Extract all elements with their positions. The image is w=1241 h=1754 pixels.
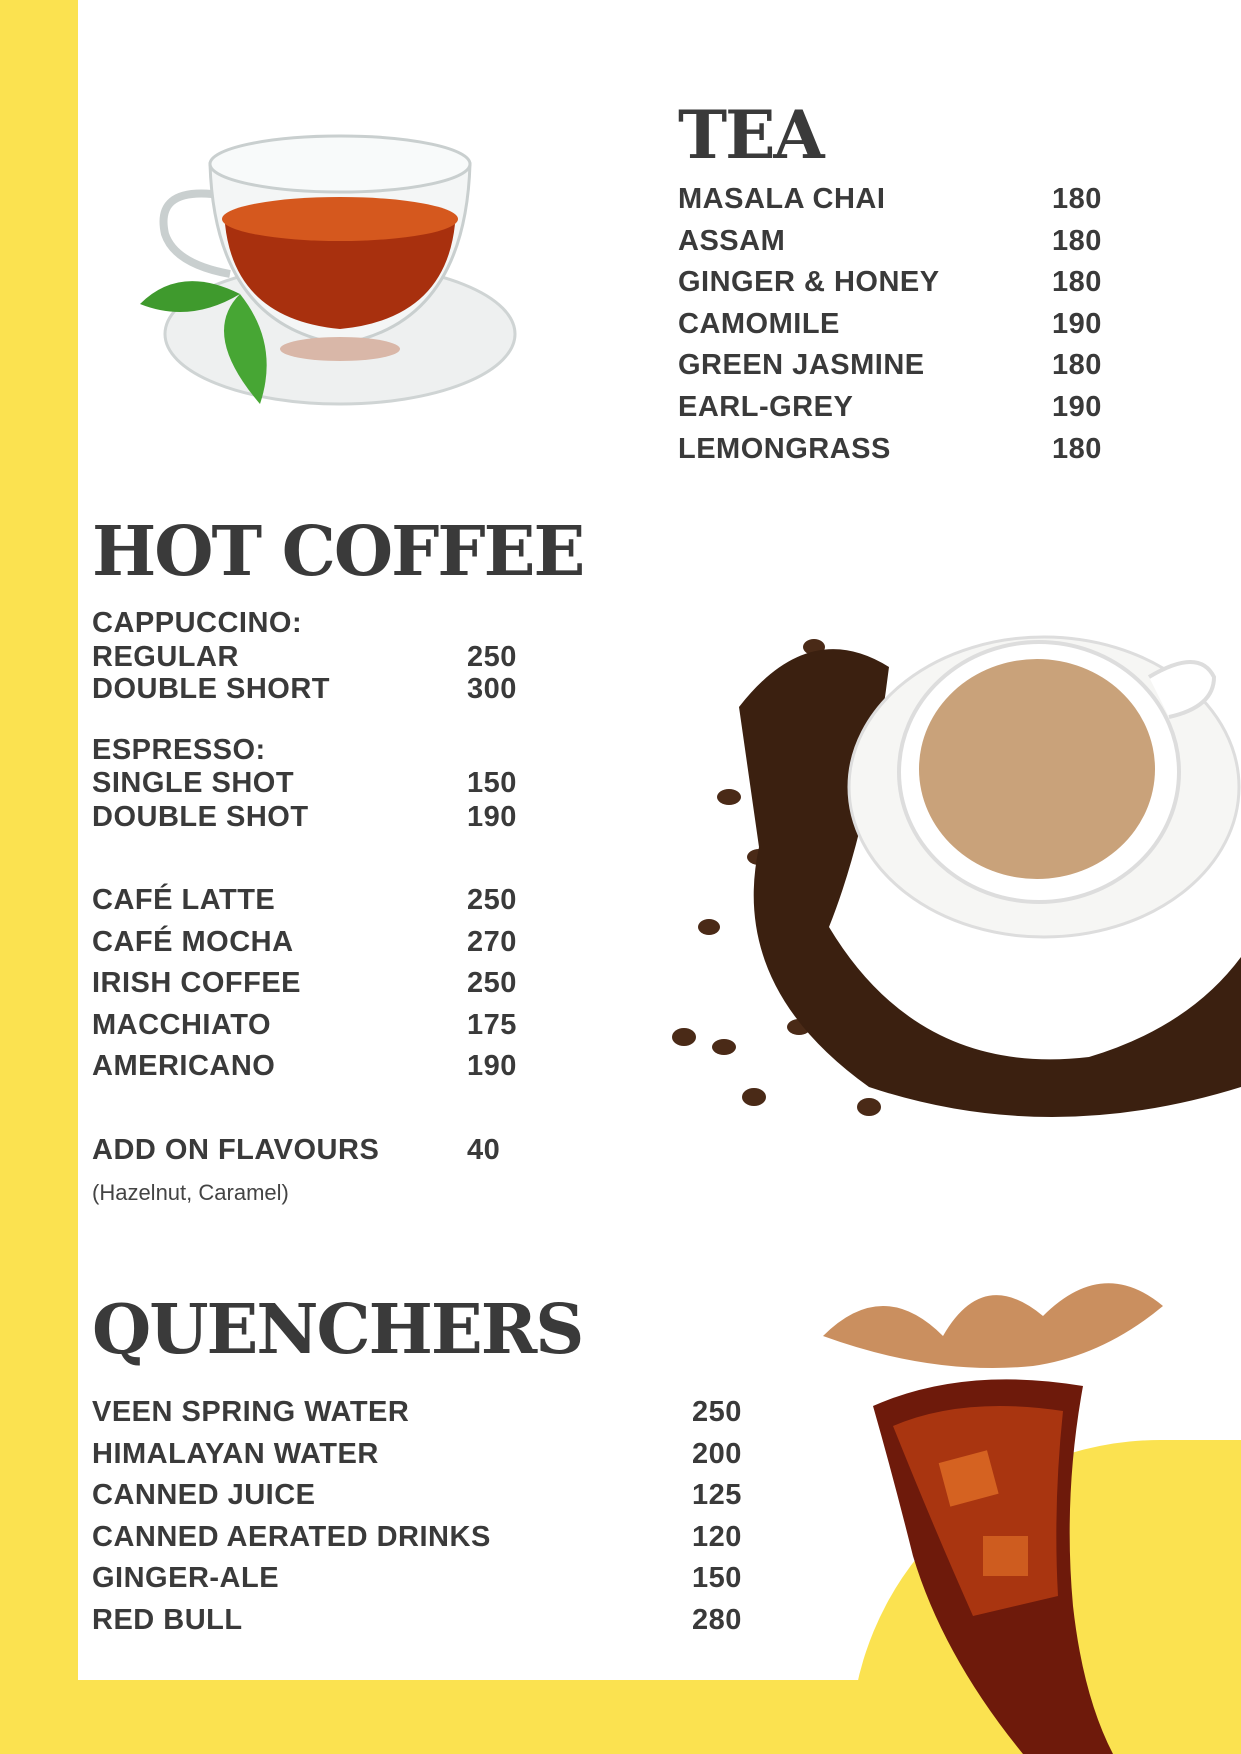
quenchers-title: QUENCHERS: [92, 1290, 583, 1370]
menu-item-price: 180: [1052, 432, 1102, 465]
menu-item-name: CANNED AERATED DRINKS: [92, 1520, 491, 1553]
menu-item-name: SINGLE SHOT: [92, 767, 295, 799]
menu-item-price: 175: [467, 1008, 517, 1041]
menu-item-name: CAFÉ LATTE: [92, 884, 276, 916]
menu-item-price: 250: [692, 1396, 742, 1428]
menu-item-price: 120: [692, 1520, 742, 1553]
menu-item-name: VEEN SPRING WATER: [92, 1396, 410, 1428]
menu-item-name: AMERICANO: [92, 1050, 276, 1083]
menu-item-name: REGULAR: [92, 641, 239, 673]
menu-item-name: GREEN JASMINE: [678, 349, 925, 382]
menu-item-name: GINGER & HONEY: [678, 266, 940, 299]
menu-item-price: 250: [467, 967, 517, 1000]
menu-item-price: 180: [1052, 349, 1102, 382]
menu-item-price: 190: [1052, 391, 1102, 423]
tea-title: TEA: [678, 96, 823, 174]
menu-item-price: 180: [1052, 266, 1102, 299]
menu-item-price: 180: [1052, 183, 1102, 215]
add-on-note: (Hazelnut, Caramel): [92, 1180, 289, 1205]
menu-item-price: 125: [692, 1479, 742, 1512]
menu-item-price: 250: [467, 641, 517, 673]
menu-item-name: ASSAM: [678, 224, 786, 257]
menu-item-price: 150: [467, 767, 517, 799]
menu-item-name: CAMOMILE: [678, 307, 840, 340]
menu-item-price: 270: [467, 925, 517, 958]
cola-glass-image: [783, 1276, 1223, 1754]
menu-item-price: 190: [467, 801, 517, 833]
cappuccino-label: CAPPUCCINO:: [92, 607, 303, 639]
menu-item-name: GINGER-ALE: [92, 1562, 280, 1595]
menu-item-price: 190: [467, 1050, 517, 1083]
menu-item-name: IRISH COFFEE: [92, 967, 302, 1000]
menu-item-name: LEMONGRASS: [678, 432, 891, 465]
espresso-label: ESPRESSO:: [92, 734, 266, 766]
menu-item-name: MASALA CHAI: [678, 183, 886, 215]
coffee-cup-image: [669, 627, 1241, 1177]
menu-item-name: EARL-GREY: [678, 391, 854, 423]
tea-cup-image: [140, 134, 520, 454]
menu-item-name: RED BULL: [92, 1604, 243, 1636]
hot-coffee-title: HOT COFFEE: [92, 512, 584, 592]
menu-item-name: DOUBLE SHOT: [92, 801, 309, 833]
add-on-price: 40: [467, 1134, 501, 1166]
menu-item-price: 200: [692, 1437, 742, 1470]
menu-item-price: 280: [692, 1604, 742, 1636]
menu-item-price: 300: [467, 673, 517, 705]
menu-item-name: MACCHIATO: [92, 1008, 272, 1041]
menu-item-name: DOUBLE SHORT: [92, 673, 330, 705]
menu-item-name: HIMALAYAN WATER: [92, 1437, 379, 1470]
menu-item-name: CANNED JUICE: [92, 1479, 316, 1512]
add-on-name: ADD ON FLAVOURS: [92, 1134, 380, 1166]
menu-item-price: 250: [467, 884, 517, 916]
menu-item-name: CAFÉ MOCHA: [92, 925, 294, 958]
menu-item-price: 190: [1052, 307, 1102, 340]
menu-item-price: 180: [1052, 224, 1102, 257]
menu-item-price: 150: [692, 1562, 742, 1595]
